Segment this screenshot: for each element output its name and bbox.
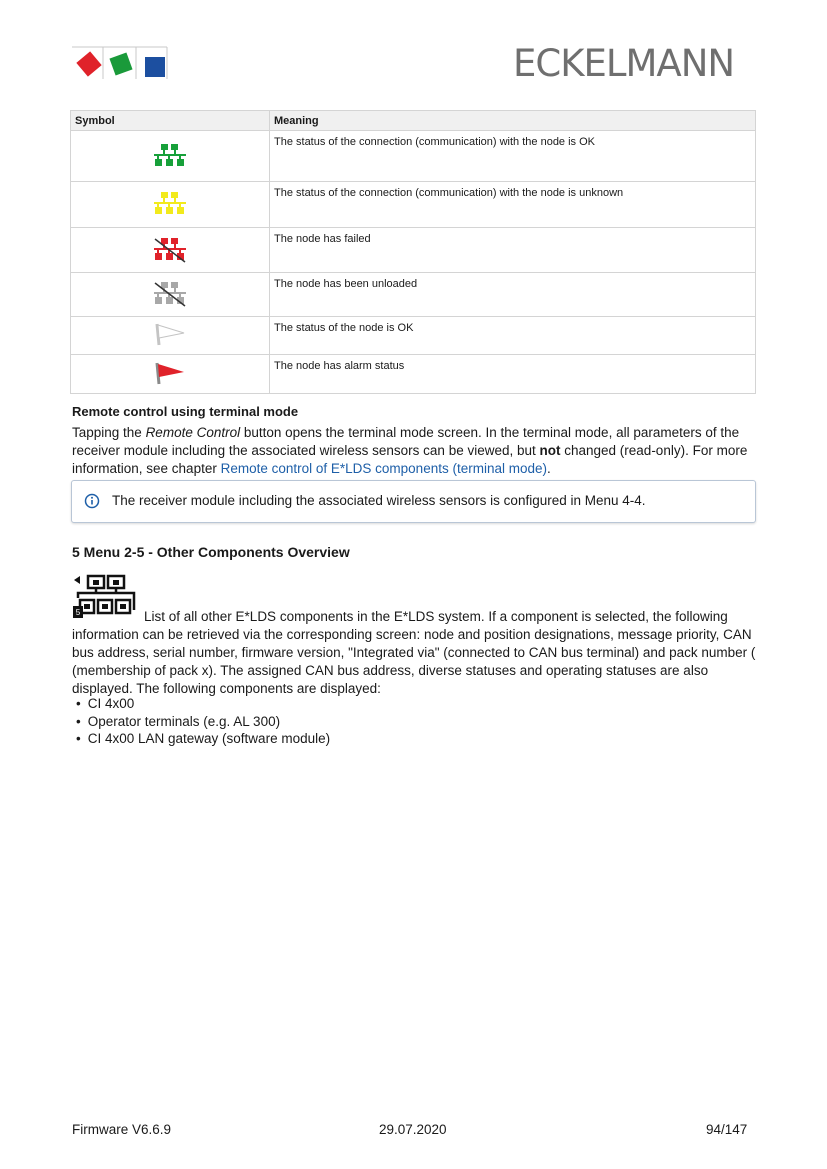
component-list <box>72 695 330 748</box>
remote-control-heading: Remote control using terminal mode <box>72 404 299 419</box>
section5-paragraph: List of all other E*LDS components in the E*LDS system. If a component is selected, the following information can be retrieved via the corresponding screen: node and position designations, message priority, CAN bus address, serial number, firmware version, "Integrated via" (connected to CAN bus terminal) and pack number ( (membership of pack x). The assigned CAN bus address, diverse statuses and operating statuses are also displayed. The following components are displayed: <box>72 609 756 696</box>
table-header-row <box>71 111 756 131</box>
section-badge: 5 <box>75 608 81 617</box>
col-symbol: Symbol <box>71 111 270 131</box>
footer-firmware: Firmware V6.6.9 <box>72 1122 172 1137</box>
meaning-cell: The node has been unloaded <box>270 273 756 317</box>
list-item: • CI 4x00 LAN gateway (software module) <box>72 730 330 748</box>
network-ok-icon <box>152 141 188 169</box>
col-meaning: Meaning <box>270 111 756 131</box>
list-item: • Operator terminals (e.g. AL 300) <box>72 713 330 731</box>
red-flag-icon <box>152 360 188 386</box>
info-note-text: The receiver module including the associated wireless sensors is configured in Menu 4-4. <box>112 493 646 508</box>
remote-control-paragraph: Tapping the Remote Control button opens the terminal mode screen. In the terminal mode, all parameters of the receiver module including the associated wireless sensors can be viewed, but not changed (read-only). For more information, see chapter Remote control of E*LDS components (terminal mode). <box>72 425 748 476</box>
network-unknown-icon <box>152 189 188 217</box>
list-item: • CI 4x00 <box>72 695 330 713</box>
info-note <box>71 480 756 523</box>
footer-date: 29.07.2020 <box>379 1122 447 1137</box>
meaning-cell: The node has alarm status <box>270 355 756 394</box>
info-icon <box>84 493 100 509</box>
table-row <box>71 131 756 182</box>
white-flag-icon <box>152 321 188 347</box>
network-failed-icon <box>152 235 188 263</box>
table-row <box>71 273 756 317</box>
company-logo <box>72 46 168 80</box>
table-row <box>71 317 756 355</box>
meaning-cell: The status of the connection (communication) with the node is unknown <box>270 182 756 228</box>
symbol-table <box>70 110 756 394</box>
meaning-cell: The status of the connection (communication) with the node is OK <box>270 131 756 182</box>
meaning-cell: The status of the node is OK <box>270 317 756 355</box>
footer-page-number: 94/147 <box>706 1122 748 1137</box>
section-heading: 5 Menu 2-5 - Other Components Overview <box>72 544 350 560</box>
table-row <box>71 355 756 394</box>
terminal-mode-link[interactable]: Remote control of E*LDS components (terminal mode) <box>220 461 547 476</box>
table-row <box>71 228 756 273</box>
brand-name: ECKELMANN <box>513 42 735 85</box>
network-unloaded-icon <box>152 279 188 307</box>
table-row <box>71 182 756 228</box>
meaning-cell: The node has failed <box>270 228 756 273</box>
